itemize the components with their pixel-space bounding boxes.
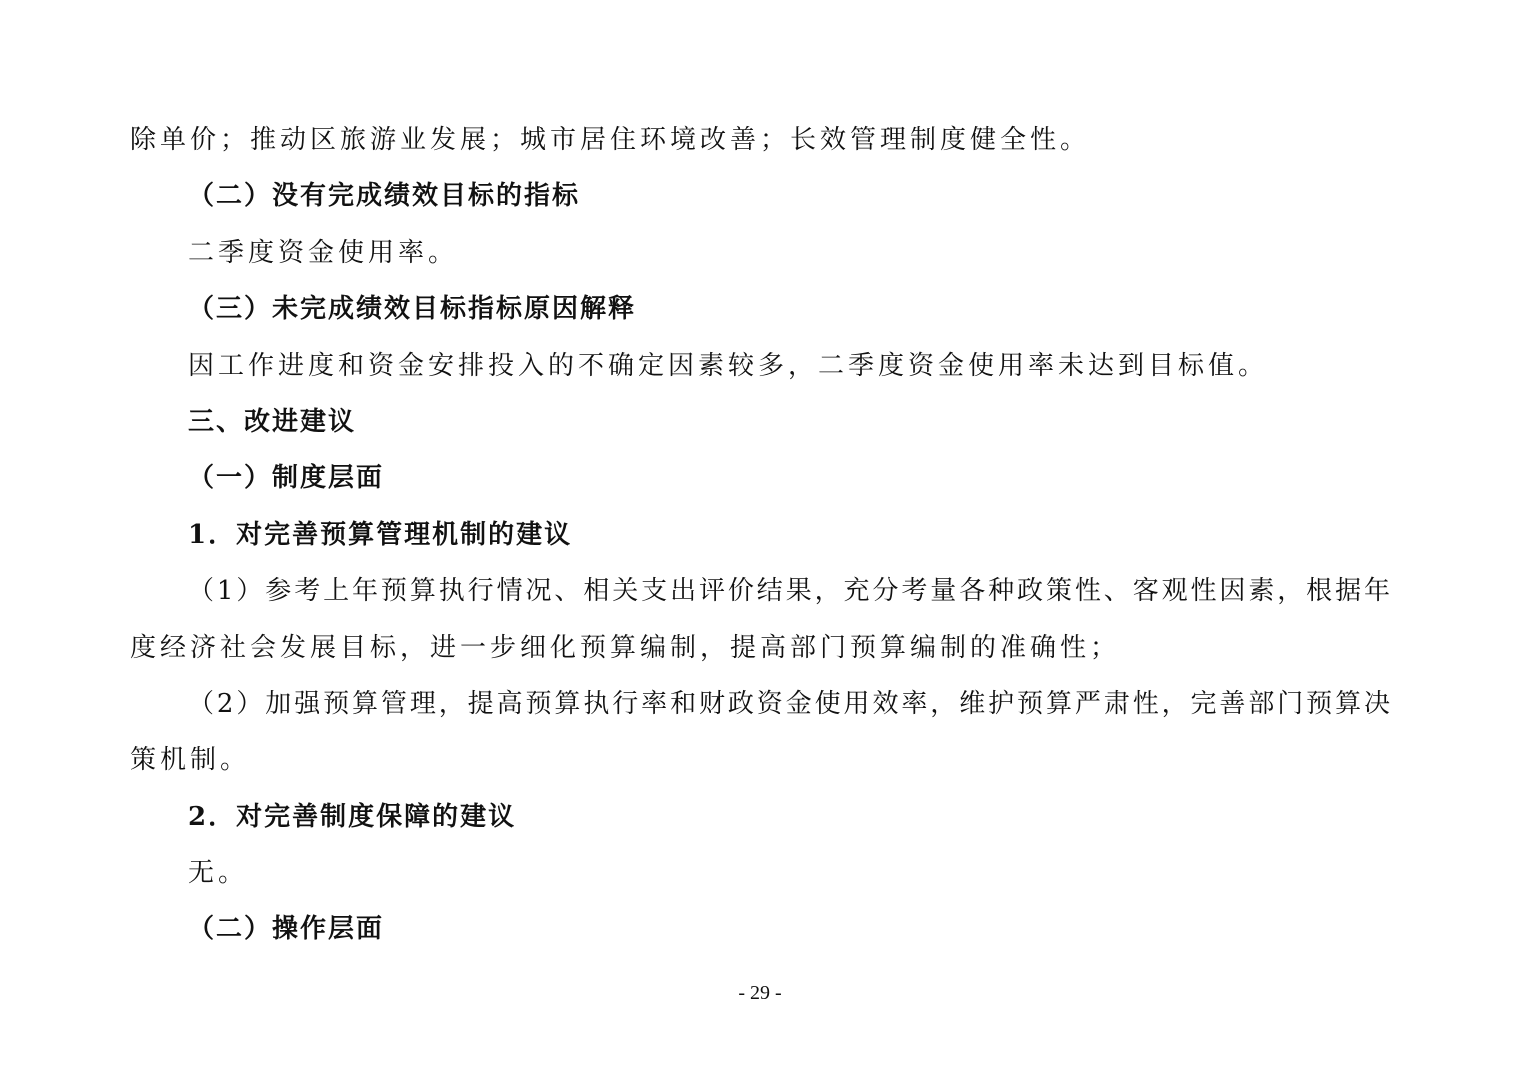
body-text-line: 除单价；推动区旅游业发展；城市居住环境改善；长效管理制度健全性。 bbox=[130, 125, 1091, 155]
body-text-line: 无。 bbox=[188, 858, 249, 888]
body-text-line: 二季度资金使用率。 bbox=[188, 238, 459, 268]
section-heading: （一）制度层面 bbox=[188, 463, 385, 493]
section-heading: （二）没有完成绩效目标的指标 bbox=[188, 181, 581, 211]
body-text-line: （2）加强预算管理，提高预算执行率和财政资金使用效率，维护预算严肃性，完善部门预算决 bbox=[188, 689, 1392, 719]
body-text-line: （1）参考上年预算执行情况、相关支出评价结果，充分考量各种政策性、客观性因素，根据年 bbox=[188, 576, 1392, 606]
subsection-heading: 2．对完善制度保障的建议 bbox=[188, 802, 517, 832]
section-heading: （二）操作层面 bbox=[188, 914, 385, 944]
subsection-heading: 1．对完善预算管理机制的建议 bbox=[188, 520, 573, 550]
body-text-line: 策机制。 bbox=[130, 745, 251, 775]
section-heading: （三）未完成绩效目标指标原因解释 bbox=[188, 294, 637, 324]
body-text-line: 因工作进度和资金安排投入的不确定因素较多，二季度资金使用率未达到目标值。 bbox=[188, 351, 1269, 381]
chapter-heading: 三、改进建议 bbox=[188, 407, 357, 437]
body-text-line: 度经济社会发展目标，进一步细化预算编制，提高部门预算编制的准确性； bbox=[130, 633, 1121, 663]
page-number: - 29 - bbox=[738, 982, 782, 1004]
